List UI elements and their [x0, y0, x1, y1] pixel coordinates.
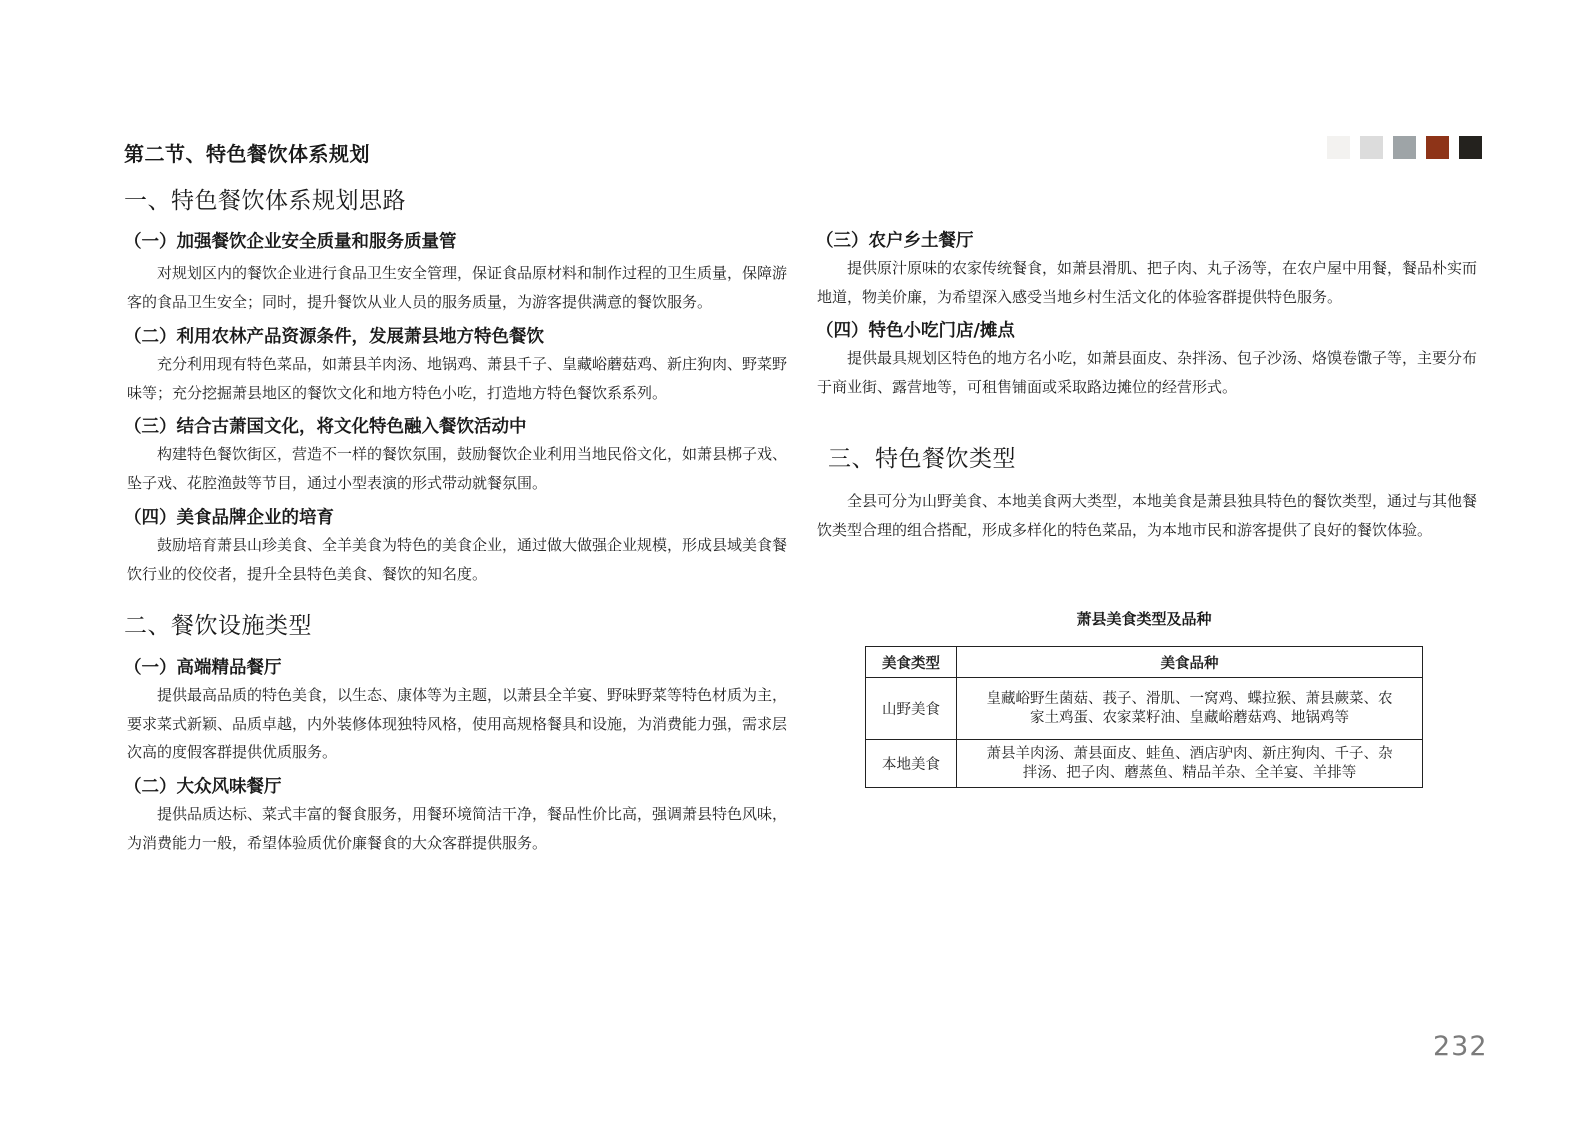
planning-item-1-title: （一）加强餐饮企业安全质量和服务质量管 [124, 232, 457, 252]
table-row [866, 678, 1423, 740]
planning-item-4-title: （四）美食品牌企业的培育 [124, 508, 334, 528]
swatch-2 [1360, 136, 1383, 159]
table-header-varieties: 美食品种 [957, 647, 1423, 678]
table-row [866, 740, 1423, 788]
facility-item-1-title: （一）高端精品餐厅 [124, 658, 282, 678]
table-cell-type: 山野美食 [866, 678, 957, 740]
cell-line: 皇藏峪野生菌菇、莪子、滑肌、一窝鸡、蝶拉猴、萧县蕨菜、农 [986, 691, 1393, 707]
color-swatches [1327, 136, 1482, 159]
cell-line: 拌汤、把子肉、蘑蒸鱼、精品羊杂、全羊宴、羊排等 [1022, 764, 1357, 781]
table-header-row [866, 647, 1423, 678]
planning-item-2-text: 充分利用现有特色菜品，如萧县羊肉汤、地锅鸡、萧县千子、皇藏峪蘑菇鸡、新庄狗肉、野菜野味等；充分挖掘萧县地区的餐饮文化和地方特色小吃，打造地方特色餐饮系系列。 [127, 355, 788, 402]
facility-item-1-text: 提供最高品质的特色美食，以生态、康体等为主题，以萧县全羊宴、野味野菜等特色材质为主，要求菜式新颖、品质卓越，内外装修体现独特风格，使用高规格餐具和设施，为消费能力强，需求层次高的度假客群提供优质服务。 [127, 686, 788, 761]
facility-item-3-text: 提供原汁原味的农家传统餐食，如萧县滑肌、把子肉、丸子汤等，在农户屋中用餐，餐品朴实而地道，物美价廉，为希望深入感受当地乡村生活文化的体验客群提供特色服务。 [817, 259, 1478, 306]
table-cell-varieties [957, 740, 1423, 788]
facility-item-4-title: （四）特色小吃门店/摊点 [816, 321, 1015, 341]
facility-item-2-title: （二）大众风味餐厅 [124, 777, 282, 797]
facility-item-2-text: 提供品质达标、菜式丰富的餐食服务，用餐环境简洁干净，餐品性价比高，强调萧县特色风味，为消费能力一般，希望体验质优价廉餐食的大众客群提供服务。 [127, 805, 788, 852]
table-cell-varieties [957, 678, 1423, 740]
heading-facility: 二、餐饮设施类型 [124, 613, 312, 639]
heading-types: 三、特色餐饮类型 [828, 446, 1016, 472]
swatch-1 [1327, 136, 1350, 159]
swatch-5 [1459, 136, 1482, 159]
swatch-4 [1426, 136, 1449, 159]
table-caption: 萧县美食类型及品种 [1076, 610, 1212, 628]
facility-item-3-title: （三）农户乡土餐厅 [816, 231, 974, 251]
table-cell-type: 本地美食 [866, 740, 957, 788]
planning-item-2-title: （二）利用农林产品资源条件，发展萧县地方特色餐饮 [124, 327, 544, 347]
planning-item-3-text: 构建特色餐饮街区，营造不一样的餐饮氛围，鼓励餐饮企业利用当地民俗文化，如萧县梆子戏、坠子戏、花腔渔鼓等节目，通过小型表演的形式带动就餐氛围。 [127, 445, 788, 492]
planning-item-3-title: （三）结合古萧国文化，将文化特色融入餐饮活动中 [124, 417, 527, 437]
food-table [865, 646, 1423, 788]
page-number: 232 [1433, 1031, 1488, 1062]
section-title: 第二节、特色餐饮体系规划 [124, 142, 370, 166]
cell-line: 萧县羊肉汤、萧县面皮、蛙鱼、酒店驴肉、新庄狗肉、千子、杂 [986, 746, 1393, 762]
swatch-3 [1393, 136, 1416, 159]
facility-item-4-text: 提供最具规划区特色的地方名小吃，如萧县面皮、杂拌汤、包子沙汤、烙馍卷馓子等，主要分布于商业街、露营地等，可租售铺面或采取路边摊位的经营形式。 [817, 349, 1478, 396]
heading-planning: 一、特色餐饮体系规划思路 [124, 188, 406, 214]
types-text: 全县可分为山野美食、本地美食两大类型，本地美食是萧县独具特色的餐饮类型，通过与其他餐饮类型合理的组合搭配，形成多样化的特色菜品，为本地市民和游客提供了良好的餐饮体验。 [817, 492, 1478, 539]
planning-item-4-text: 鼓励培育萧县山珍美食、全羊美食为特色的美食企业，通过做大做强企业规模，形成县域美食餐饮行业的佼佼者，提升全县特色美食、餐饮的知名度。 [127, 536, 788, 583]
table-header-type: 美食类型 [866, 647, 957, 678]
planning-item-1-text: 对规划区内的餐饮企业进行食品卫生安全管理，保证食品原材料和制作过程的卫生质量，保障游客的食品卫生安全；同时，提升餐饮从业人员的服务质量，为游客提供满意的餐饮服务。 [127, 264, 788, 311]
cell-line: 家土鸡蛋、农家菜籽油、皇藏峪蘑菇鸡、地锅鸡等 [1030, 709, 1349, 726]
